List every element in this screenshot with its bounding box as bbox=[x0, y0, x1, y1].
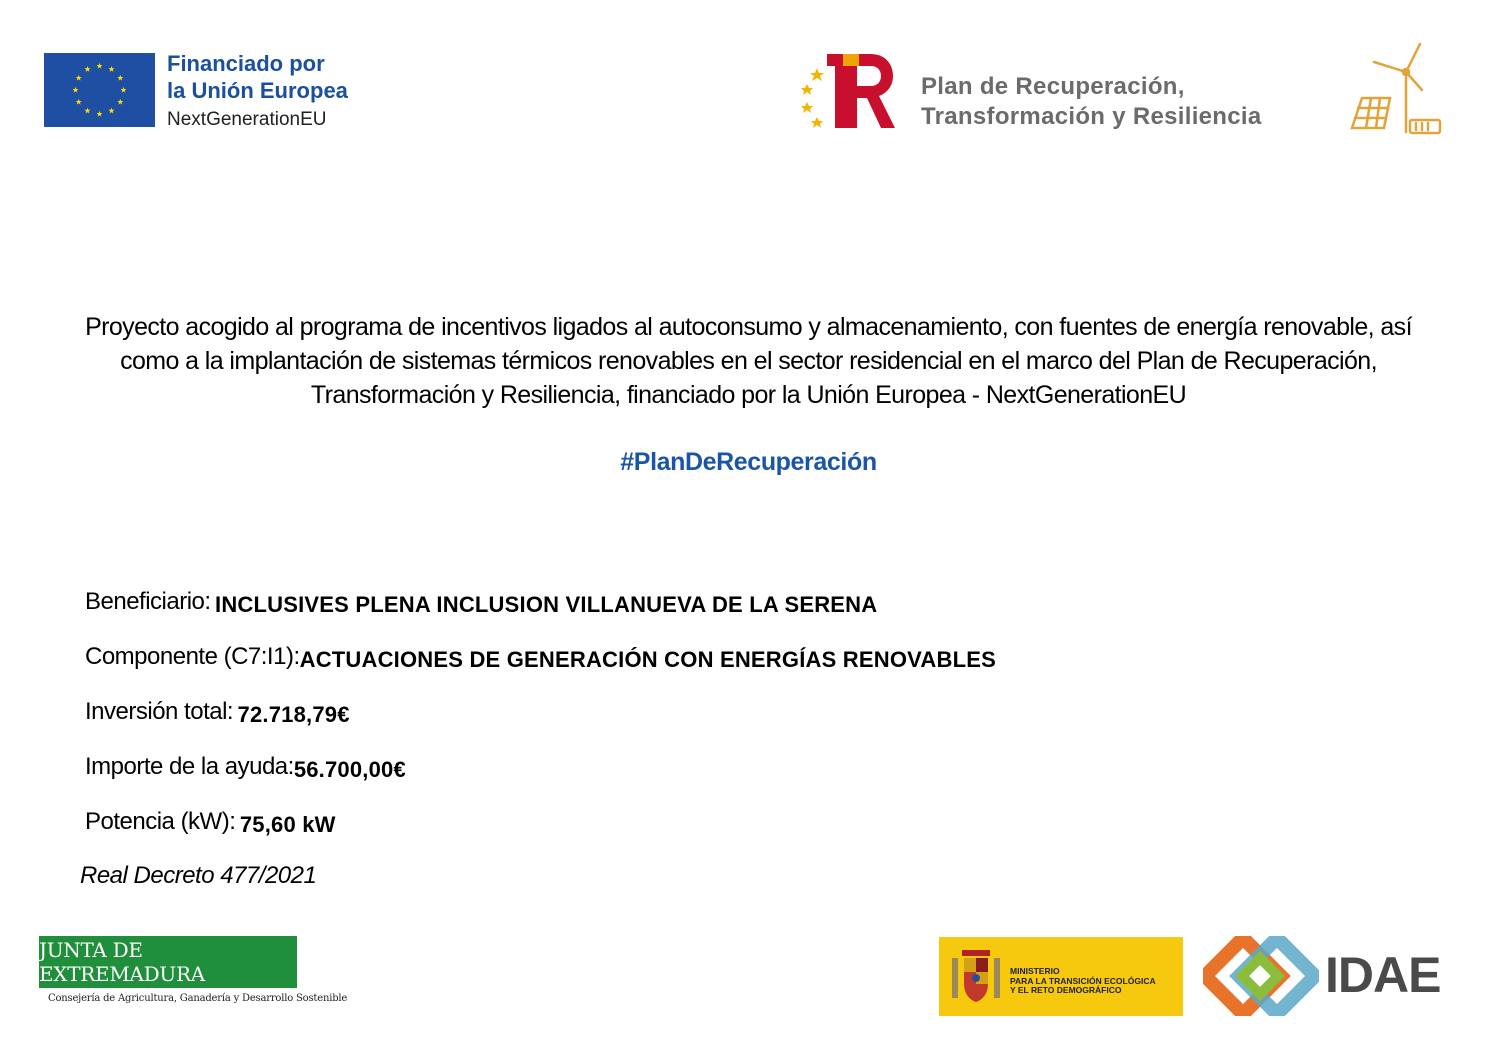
real-decreto: Real Decreto 477/2021 bbox=[80, 862, 317, 889]
eu-star bbox=[96, 111, 102, 117]
eu-funding-text bbox=[167, 50, 348, 133]
eu-star bbox=[108, 108, 114, 114]
junta-subtitle: Consejería de Agricultura, Ganadería y Desarrollo Sostenible bbox=[48, 993, 348, 1004]
eu-star bbox=[84, 66, 90, 72]
componente-value: ACTUACIONES DE GENERACIÓN CON ENERGÍAS RENOVABLES bbox=[299, 647, 996, 672]
inversion-label: Inversión total: bbox=[85, 698, 234, 725]
junta-title: JUNTA DE EXTREMADURA bbox=[39, 938, 205, 986]
prtr-line-2: Transformación y Resiliencia bbox=[921, 103, 1262, 130]
eu-star bbox=[72, 87, 78, 93]
hashtag-plan-recuperacion: #PlanDeRecuperación bbox=[620, 448, 877, 476]
ministry-line-1: MINISTERIO bbox=[1010, 966, 1060, 976]
ministry-text bbox=[1010, 967, 1156, 996]
componente-row bbox=[85, 643, 996, 671]
potencia-label: Potencia (kW): bbox=[85, 808, 236, 835]
ayuda-value: 56.700,00€ bbox=[293, 757, 406, 782]
project-description: Proyecto acogido al programa de incentivos ligados al autoconsumo y almacenamiento, con fuentes de energía renovable, así como a la implantación de sistemas térmicos renovables en el sector residencial en el marco del Plan de Recuperación, Transformación y Resiliencia, financiado por la Unión Europea - NextGenerationEU bbox=[85, 313, 1412, 409]
ayuda-row bbox=[85, 753, 406, 781]
eu-star bbox=[84, 108, 90, 114]
potencia-value: 75,60 kW bbox=[239, 812, 336, 837]
beneficiario-value: INCLUSIVES PLENA INCLUSION VILLANUEVA DE LA SERENA bbox=[215, 592, 878, 617]
eu-line-1: Financiado por bbox=[167, 51, 325, 76]
prtr-line-1: Plan de Recuperación, bbox=[921, 73, 1185, 100]
ayuda-label: Importe de la ayuda: bbox=[85, 753, 294, 780]
componente-label: Componente (C7:I1): bbox=[85, 643, 300, 670]
wind-solar-battery-icon bbox=[1344, 40, 1444, 138]
eu-stars-icon bbox=[44, 53, 155, 127]
potencia-row bbox=[85, 808, 336, 836]
idae-wordmark: IDAE bbox=[1325, 947, 1441, 1003]
prtr-logo bbox=[797, 48, 897, 132]
ministry-line-3: Y EL RETO DEMOGRÁFICO bbox=[1010, 985, 1122, 995]
beneficiario-row bbox=[85, 588, 877, 616]
eu-star bbox=[108, 66, 114, 72]
spain-coat-of-arms-icon bbox=[948, 944, 1004, 1008]
eu-star bbox=[120, 87, 126, 93]
prtr-stars-icon bbox=[801, 68, 824, 128]
inversion-value: 72.718,79€ bbox=[237, 702, 350, 727]
eu-star bbox=[117, 99, 123, 105]
junta-extremadura-logo bbox=[39, 936, 297, 988]
eu-star bbox=[117, 75, 123, 81]
beneficiario-label: Beneficiario: bbox=[85, 588, 211, 615]
eu-flag-logo bbox=[44, 53, 155, 127]
eu-line-3: NextGenerationEU bbox=[167, 109, 327, 130]
prtr-title bbox=[921, 72, 1262, 132]
eu-star bbox=[76, 75, 82, 81]
eu-star bbox=[76, 99, 82, 105]
ministry-line-2: PARA LA TRANSICIÓN ECOLÓGICA bbox=[1010, 975, 1156, 986]
eu-star bbox=[96, 63, 102, 69]
inversion-row bbox=[85, 698, 350, 726]
idae-logo-mark bbox=[1203, 936, 1319, 1016]
eu-line-2: la Unión Europea bbox=[167, 78, 348, 103]
